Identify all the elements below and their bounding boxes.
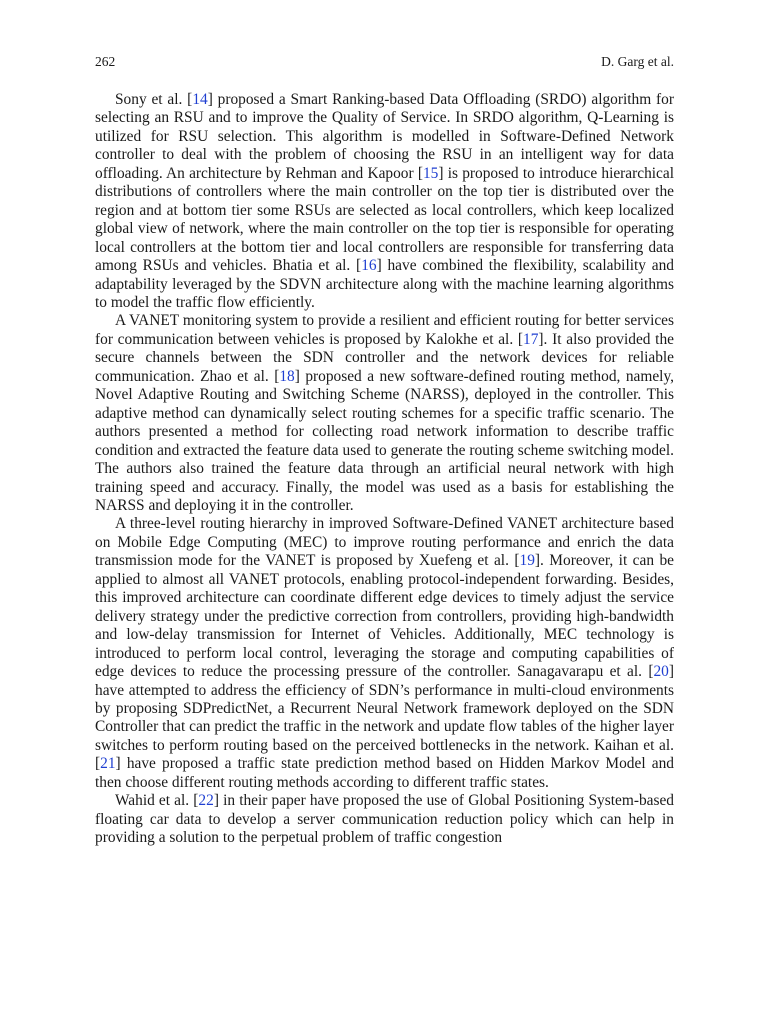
paragraph-text: Sony et al. [ (115, 91, 193, 108)
paragraph (95, 515, 674, 792)
body-text (95, 91, 674, 848)
citation-link[interactable]: 22 (198, 792, 214, 810)
paragraph-text: ] have attempted to address the efficiency of SDN’s performance in multi-cloud environments by proposing SDPredictNet, a Recurrent Neural Network framework deployed on the SDN Controller that can predict the traffic in the network and update flow tables of the higher layer switches to perform routing based on the perceived bottlenecks in the network. Kaihan et al. [ (95, 663, 674, 773)
citation-link[interactable]: 16 (361, 257, 377, 275)
citation-link[interactable]: 17 (523, 330, 539, 348)
paragraph-text: ] proposed a new software-defined routing method, namely, Novel Adaptive Routing and Switching Scheme (NARSS), deployed in the controller. This adaptive method can dynamically select routing schemes for a specific traffic scenario. The authors presented a method for collecting road network information to describe traffic condition and extracted the feature data used to generate the routing scheme switching model. The authors also trained the feature data through an artificial neural network with high training speed and accuracy. Finally, the model was used as a basis for establishing the NARSS and deploying it in the controller. (95, 367, 674, 514)
paragraph-text: A three-level routing hierarchy in improved Software-Defined VANET architecture based on Mobile Edge Computing (MEC) to improve routing performance and enrich the data transmission mode for the VANET is proposed by Xuefeng et al. [ (95, 515, 674, 570)
citation-link[interactable]: 14 (192, 91, 208, 108)
paragraph-text: ] proposed a Smart Ranking-based Data Offloading (SRDO) algorithm for selecting an RSU and to improve the Quality of Service. In SRDO algorithm, Q-Learning is utilized for RSU selection. This algorithm is modelled in Software-Defined Network controller to deal with the problem of choosing the RSU in an intelligent way for data offloading. An architecture by Rehman and Kapoor [ (95, 91, 674, 182)
paragraph (95, 91, 674, 312)
paragraph-text: Wahid et al. [ (115, 792, 199, 810)
paragraph-text: ] is proposed to introduce hierarchical distributions of controllers where the main controller on the top tier is distributed over the region and at bottom tier some RSUs are selected as local controllers, which keep localized global view of network, where the main controller on the top tier is responsible for operating local controllers at the bottom tier and local controllers are responsible for transferring data among RSUs and vehicles. Bhatia et al. [ (95, 164, 674, 275)
paragraph-text: ] have combined the flexibility, scalability and adaptability leveraged by the SDVN architecture along with the machine learning algorithms to model the traffic flow efficiently. (95, 257, 674, 311)
paragraph-text: ]. Moreover, it can be applied to almost all VANET protocols, enabling protocol-independent forwarding. Besides, this improved architecture can coordinate different edge devices to timely adjust the service delivery strategy under the predictive correction from controllers, providing high-bandwidth and low-delay transmission for Internet of Vehicles. Additionally, MEC technology is introduced to perform local control, leveraging the storage and computing capabilities of edge devices to reduce the processing pressure of the controller. Sanagavarapu et al. [ (95, 552, 674, 681)
paragraph-text: ] have proposed a traffic state prediction method based on Hidden Markov Model and then choose different routing methods according to different traffic states. (95, 755, 674, 791)
citation-link[interactable]: 20 (653, 663, 669, 681)
citation-link[interactable]: 19 (519, 552, 535, 570)
page-number: 262 (95, 54, 116, 69)
page-header (95, 52, 674, 72)
running-head-authors: D. Garg et al. (601, 54, 674, 69)
paragraph-text: ] in their paper have proposed the use of Global Positioning System-based floating car data to develop a server communication reduction policy which can help in providing a solution to the perpetual problem of traffic congestion (95, 792, 674, 847)
citation-link[interactable]: 21 (100, 755, 116, 773)
paragraph (95, 312, 674, 515)
citation-link[interactable]: 18 (279, 367, 295, 385)
paragraph (95, 792, 674, 847)
paragraph-text: ]. It also provided the secure channels between the SDN controller and the network devices for reliable communication. Zhao et al. [ (95, 330, 674, 385)
citation-link[interactable]: 15 (422, 164, 439, 182)
paragraph-text: A VANET monitoring system to provide a resilient and efficient routing for better services for communication between vehicles is proposed by Kalokhe et al. [ (95, 312, 674, 348)
